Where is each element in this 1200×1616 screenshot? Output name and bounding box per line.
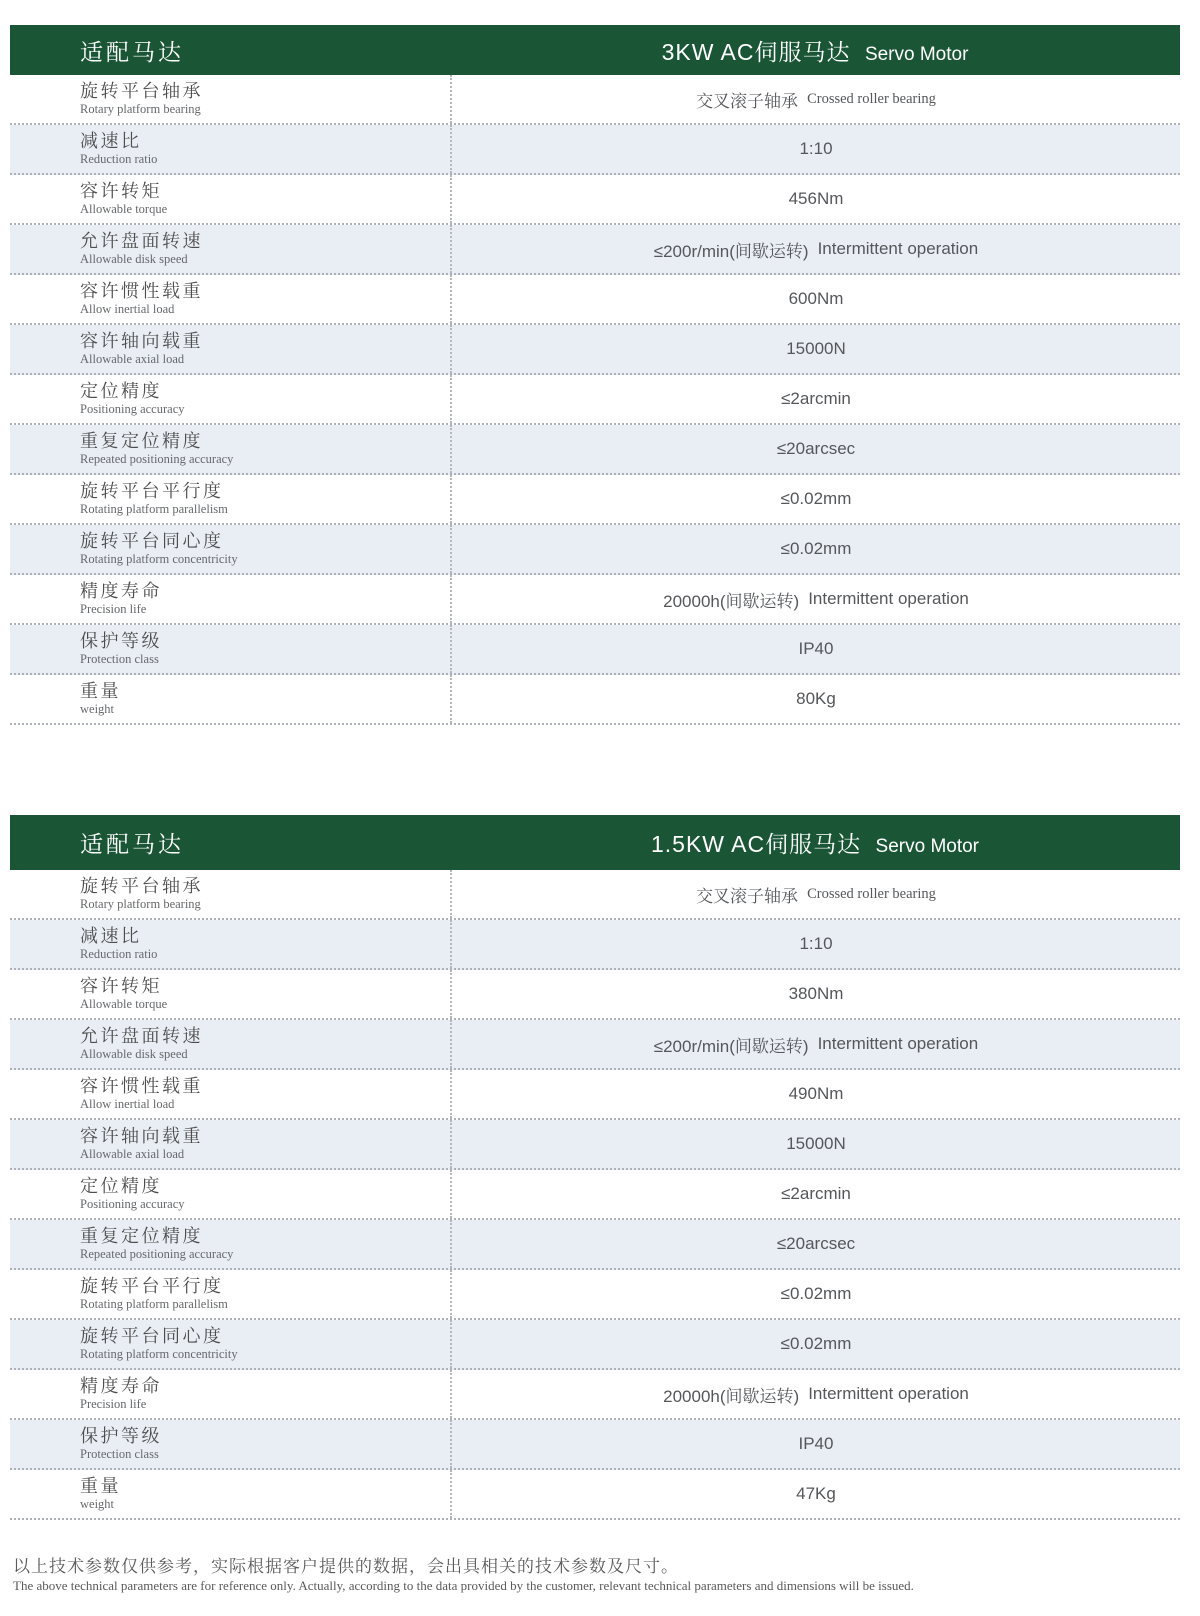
row-value xyxy=(450,1470,1180,1518)
label-zh: 定位精度 xyxy=(80,381,162,402)
label-en: Protection class xyxy=(80,1447,159,1462)
row-label xyxy=(10,1220,450,1268)
label-en: Positioning accuracy xyxy=(80,402,185,417)
row-label xyxy=(10,1270,450,1318)
row-label xyxy=(10,525,450,573)
spec-row-allowable-torque xyxy=(10,970,1180,1020)
row-label xyxy=(10,870,450,918)
spec-row-repeat-accuracy xyxy=(10,1220,1180,1270)
row-value xyxy=(450,75,1180,123)
label-zh: 精度寿命 xyxy=(80,1376,162,1397)
row-label xyxy=(10,625,450,673)
spec-row-parallelism xyxy=(10,475,1180,525)
row-label xyxy=(10,1370,450,1418)
row-label xyxy=(10,225,450,273)
value-text: 20000h(间歇运转) xyxy=(663,591,800,611)
value-text: ≤2arcmin xyxy=(781,389,851,408)
spec-row-reduction-ratio xyxy=(10,920,1180,970)
header-title-zh: 3KW AC伺服马达 xyxy=(661,38,851,65)
header-title xyxy=(450,34,1180,67)
label-en: Protection class xyxy=(80,652,159,667)
value-text: ≤20arcsec xyxy=(776,439,856,458)
row-value xyxy=(450,970,1180,1018)
spec-row-repeat-accuracy xyxy=(10,425,1180,475)
row-value xyxy=(450,375,1180,423)
row-value xyxy=(450,1320,1180,1368)
row-label xyxy=(10,970,450,1018)
label-zh: 允许盘面转速 xyxy=(80,231,203,252)
label-en: Allow inertial load xyxy=(80,1097,175,1112)
header-title-zh: 1.5KW AC伺服马达 xyxy=(650,831,862,857)
spec-row-positioning-accuracy xyxy=(10,1170,1180,1220)
header-title xyxy=(450,826,1180,859)
row-label xyxy=(10,920,450,968)
label-zh: 容许惯性载重 xyxy=(80,281,203,302)
value-text: ≤200r/min(间歇运转) xyxy=(653,1036,809,1056)
spec-row-weight xyxy=(10,675,1180,725)
label-zh: 保护等级 xyxy=(80,1426,162,1447)
label-zh: 旋转平台同心度 xyxy=(80,531,224,552)
value-text: 20000h(间歇运转) xyxy=(663,1386,800,1406)
value-text: 47Kg xyxy=(796,1484,836,1503)
row-value xyxy=(450,1070,1180,1118)
row-value xyxy=(450,1120,1180,1168)
label-en: Reduction ratio xyxy=(80,947,158,962)
label-en: Repeated positioning accuracy xyxy=(80,1247,234,1262)
row-label xyxy=(10,175,450,223)
row-label xyxy=(10,575,450,623)
label-en: Rotating platform concentricity xyxy=(80,552,238,567)
row-value xyxy=(450,325,1180,373)
row-value xyxy=(450,275,1180,323)
row-label xyxy=(10,475,450,523)
row-value xyxy=(450,1420,1180,1468)
row-label xyxy=(10,1020,450,1068)
table-header-1-5kw xyxy=(10,815,1180,870)
spec-row-rotary-bearing xyxy=(10,870,1180,920)
spec-row-precision-life xyxy=(10,1370,1180,1420)
spec-row-concentricity xyxy=(10,525,1180,575)
row-value xyxy=(450,1220,1180,1268)
spec-row-parallelism xyxy=(10,1270,1180,1320)
row-label xyxy=(10,275,450,323)
label-zh: 容许转矩 xyxy=(80,181,162,202)
label-zh: 容许转矩 xyxy=(80,976,162,997)
header-left-label: 适配马达 xyxy=(80,38,184,65)
label-zh: 容许轴向载重 xyxy=(80,1126,203,1147)
label-zh: 容许惯性载重 xyxy=(80,1076,203,1097)
label-en: Repeated positioning accuracy xyxy=(80,452,234,467)
value-text: 1:10 xyxy=(799,934,833,953)
row-label xyxy=(10,1320,450,1368)
value-text: IP40 xyxy=(798,1434,834,1453)
spec-row-allowable-torque xyxy=(10,175,1180,225)
header-title-en: Servo Motor xyxy=(864,43,969,65)
value-note: Intermittent operation xyxy=(817,239,979,258)
label-en: Rotating platform parallelism xyxy=(80,1297,228,1312)
label-zh: 减速比 xyxy=(80,926,142,947)
disclaimer xyxy=(13,1552,914,1594)
label-zh: 重量 xyxy=(80,1476,121,1497)
row-value xyxy=(450,175,1180,223)
label-zh: 保护等级 xyxy=(80,631,162,652)
spec-row-rotary-bearing xyxy=(10,75,1180,125)
row-value xyxy=(450,225,1180,273)
header-title-en: Servo Motor xyxy=(875,836,980,857)
row-value xyxy=(450,1370,1180,1418)
row-label xyxy=(10,1170,450,1218)
row-label xyxy=(10,1120,450,1168)
label-zh: 旋转平台同心度 xyxy=(80,1326,224,1347)
row-value xyxy=(450,425,1180,473)
row-value xyxy=(450,475,1180,523)
spec-row-weight xyxy=(10,1470,1180,1520)
label-zh: 重复定位精度 xyxy=(80,1226,203,1247)
label-en: Allowable torque xyxy=(80,202,168,217)
value-text: ≤0.02mm xyxy=(780,1284,852,1303)
spec-table-1-5kw xyxy=(10,815,1180,1520)
value-text: 490Nm xyxy=(788,1084,844,1103)
spec-row-disk-speed xyxy=(10,1020,1180,1070)
value-text: ≤0.02mm xyxy=(780,489,852,508)
value-text: 600Nm xyxy=(788,289,844,308)
row-label xyxy=(10,675,450,723)
label-zh: 容许轴向载重 xyxy=(80,331,203,352)
row-label xyxy=(10,1470,450,1518)
row-value xyxy=(450,1020,1180,1068)
value-note: Crossed roller bearing xyxy=(807,90,936,107)
label-en: Rotating platform concentricity xyxy=(80,1347,238,1362)
label-en: weight xyxy=(80,702,115,717)
label-zh: 定位精度 xyxy=(80,1176,162,1197)
row-value xyxy=(450,1170,1180,1218)
value-text: 380Nm xyxy=(788,984,844,1003)
spec-row-protection-class xyxy=(10,625,1180,675)
spec-row-axial-load xyxy=(10,325,1180,375)
label-zh: 允许盘面转速 xyxy=(80,1026,203,1047)
value-note: Intermittent operation xyxy=(817,1034,979,1053)
label-zh: 重量 xyxy=(80,681,121,702)
value-text: ≤200r/min(间歇运转) xyxy=(653,241,809,261)
spec-row-axial-load xyxy=(10,1120,1180,1170)
label-en: Rotary platform bearing xyxy=(80,102,201,117)
value-note: Intermittent operation xyxy=(808,1384,969,1403)
row-label xyxy=(10,75,450,123)
spec-row-disk-speed xyxy=(10,225,1180,275)
value-text: IP40 xyxy=(798,639,834,658)
value-text: 456Nm xyxy=(788,189,844,208)
label-en: Precision life xyxy=(80,1397,147,1412)
label-zh: 旋转平台轴承 xyxy=(80,81,203,102)
row-value xyxy=(450,920,1180,968)
spec-row-inertial-load xyxy=(10,1070,1180,1120)
label-en: Rotating platform parallelism xyxy=(80,502,228,517)
table-header-3kw xyxy=(10,25,1180,75)
label-en: Allowable axial load xyxy=(80,1147,185,1162)
value-text: 15000N xyxy=(786,339,846,358)
value-text: 15000N xyxy=(786,1134,846,1153)
label-zh: 旋转平台平行度 xyxy=(80,1276,224,1297)
label-zh: 旋转平台轴承 xyxy=(80,876,203,897)
disclaimer-en: The above technical parameters are for reference only. Actually, according to the data provided by the customer, relevant technical parameters and dimensions will be issued. xyxy=(13,1578,914,1593)
label-en: Allowable disk speed xyxy=(80,252,188,267)
spec-row-precision-life xyxy=(10,575,1180,625)
spec-row-protection-class xyxy=(10,1420,1180,1470)
label-zh: 旋转平台平行度 xyxy=(80,481,224,502)
row-value xyxy=(450,1270,1180,1318)
value-text: ≤0.02mm xyxy=(780,539,852,558)
spec-row-positioning-accuracy xyxy=(10,375,1180,425)
row-label xyxy=(10,1070,450,1118)
spec-row-inertial-load xyxy=(10,275,1180,325)
label-en: Rotary platform bearing xyxy=(80,897,201,912)
label-en: Precision life xyxy=(80,602,147,617)
row-value xyxy=(450,125,1180,173)
value-text: ≤2arcmin xyxy=(781,1184,851,1203)
value-text: 1:10 xyxy=(799,139,833,158)
label-zh: 重复定位精度 xyxy=(80,431,203,452)
value-text: 交叉滚子轴承 xyxy=(696,91,799,111)
spec-row-concentricity xyxy=(10,1320,1180,1370)
value-note: Crossed roller bearing xyxy=(807,885,936,902)
label-en: Allow inertial load xyxy=(80,302,175,317)
spec-row-reduction-ratio xyxy=(10,125,1180,175)
label-en: weight xyxy=(80,1497,115,1512)
value-text: 交叉滚子轴承 xyxy=(696,886,799,906)
label-en: Reduction ratio xyxy=(80,152,158,167)
row-label xyxy=(10,325,450,373)
row-value xyxy=(450,525,1180,573)
row-label xyxy=(10,425,450,473)
value-text: ≤0.02mm xyxy=(780,1334,852,1353)
label-en: Allowable disk speed xyxy=(80,1047,188,1062)
row-value xyxy=(450,625,1180,673)
header-left-label: 适配马达 xyxy=(80,831,184,857)
row-label xyxy=(10,125,450,173)
row-value xyxy=(450,870,1180,918)
spec-table-3kw xyxy=(10,25,1180,725)
value-text: ≤20arcsec xyxy=(776,1234,856,1253)
value-note: Intermittent operation xyxy=(808,589,969,608)
label-en: Allowable torque xyxy=(80,997,168,1012)
row-label xyxy=(10,1420,450,1468)
value-text: 80Kg xyxy=(796,689,836,708)
label-en: Positioning accuracy xyxy=(80,1197,185,1212)
label-zh: 精度寿命 xyxy=(80,581,162,602)
row-label xyxy=(10,375,450,423)
disclaimer-zh: 以上技术参数仅供参考，实际根据客户提供的数据，会出具相关的技术参数及尺寸。 xyxy=(13,1557,679,1576)
row-value xyxy=(450,675,1180,723)
label-en: Allowable axial load xyxy=(80,352,185,367)
label-zh: 减速比 xyxy=(80,131,142,152)
row-value xyxy=(450,575,1180,623)
